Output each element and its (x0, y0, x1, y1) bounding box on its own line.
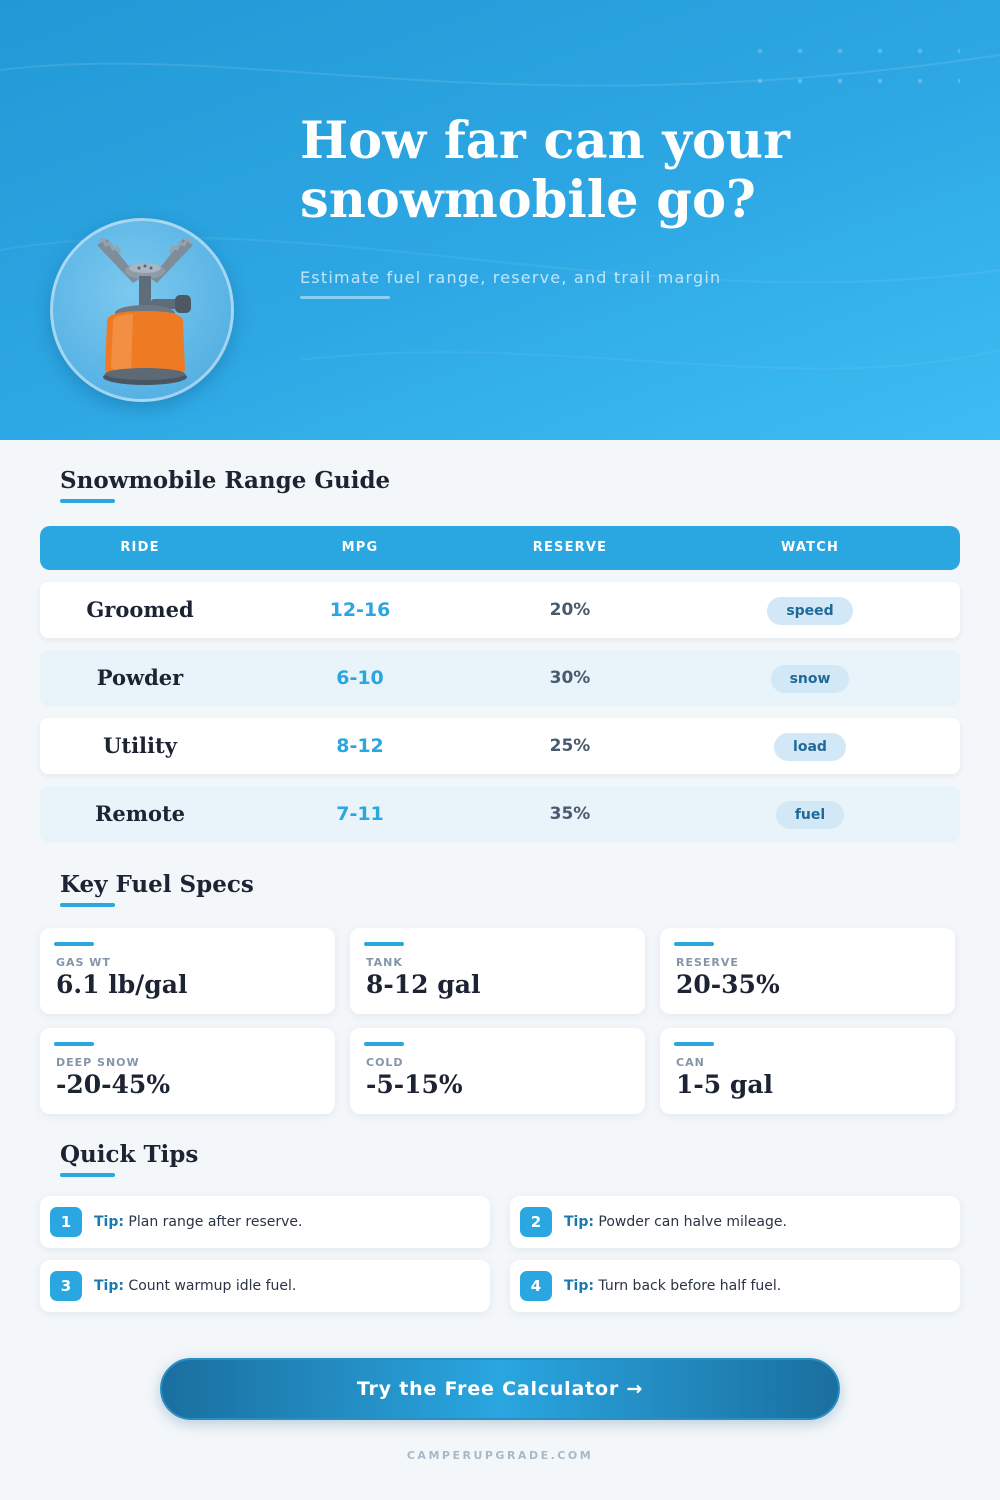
free-calculator-button[interactable]: Try the Free Calculator → (160, 1358, 840, 1420)
spec-card-can (660, 1028, 955, 1114)
spec-card-reserve (660, 928, 955, 1014)
spec-label: DEEP SNOW (56, 1056, 140, 1069)
ride-cell: Powder (96, 665, 184, 690)
reserve-cell: 20% (549, 600, 591, 620)
camping-stove-icon (50, 218, 234, 402)
hero-divider (300, 296, 390, 299)
mpg-cell: 6-10 (336, 667, 384, 689)
hero-title (300, 112, 920, 230)
tip-text: Powder can halve mileage. (598, 1214, 787, 1230)
section-title-range-guide: Snowmobile Range Guide (60, 467, 391, 494)
tip-number-badge: 3 (50, 1271, 82, 1301)
ride-cell: Remote (94, 801, 186, 826)
column-header-watch: WATCH (780, 540, 840, 555)
column-header-reserve: RESERVE (532, 540, 608, 555)
tip-number-badge: 4 (520, 1271, 552, 1301)
hero-dot-pattern (740, 36, 960, 106)
spec-label: RESERVE (676, 956, 739, 969)
tip-number-badge: 1 (50, 1207, 82, 1237)
spec-value: 6.1 lb/gal (56, 970, 188, 999)
table-row (40, 786, 960, 842)
spec-card-tank (350, 928, 645, 1014)
spec-value: 8-12 gal (366, 970, 481, 999)
tip-card (40, 1196, 490, 1248)
watch-badge: snow (771, 665, 850, 693)
tip-card (510, 1196, 960, 1248)
hero-title-line-2: snowmobile go? (300, 170, 756, 230)
hero-subtitle: Estimate fuel range, reserve, and trail margin (300, 268, 722, 287)
watch-badge: speed (767, 597, 852, 625)
spec-label: CAN (676, 1056, 705, 1069)
table-row (40, 650, 960, 706)
spec-value: 20-35% (676, 970, 780, 999)
reserve-cell: 25% (549, 736, 591, 756)
section-underline (60, 903, 115, 907)
section-title-quick-tips: Quick Tips (60, 1141, 199, 1168)
spec-card-gas-weight (40, 928, 335, 1014)
tip-card (510, 1260, 960, 1312)
mpg-cell: 8-12 (336, 735, 384, 757)
mpg-cell: 7-11 (336, 803, 384, 825)
spec-value: -5-15% (366, 1070, 463, 1099)
spec-value: 1-5 gal (676, 1070, 774, 1099)
tip-text: Turn back before half fuel. (598, 1278, 782, 1294)
tip-card (40, 1260, 490, 1312)
column-header-ride: RIDE (120, 540, 160, 555)
section-underline (60, 1173, 115, 1177)
hero-title-line-1: How far can your (300, 111, 791, 171)
mpg-cell: 12-16 (329, 599, 391, 621)
table-row (40, 582, 960, 638)
tip-text: Plan range after reserve. (128, 1214, 303, 1230)
tip-keyword: Tip: (564, 1214, 594, 1230)
ride-cell: Utility (103, 733, 177, 758)
table-header (40, 526, 960, 570)
spec-value: -20-45% (56, 1070, 171, 1099)
tip-keyword: Tip: (94, 1214, 124, 1230)
tip-keyword: Tip: (564, 1278, 594, 1294)
column-header-mpg: MPG (341, 540, 379, 555)
spec-card-deep-snow (40, 1028, 335, 1114)
hero-banner (0, 0, 1000, 440)
footer-site-name: CAMPERUPGRADE.COM (406, 1449, 594, 1462)
table-row (40, 718, 960, 774)
section-title-fuel-specs: Key Fuel Specs (60, 871, 254, 898)
watch-badge: load (774, 733, 846, 761)
reserve-cell: 30% (549, 668, 591, 688)
section-underline (60, 499, 115, 503)
spec-card-cold (350, 1028, 645, 1114)
tip-keyword: Tip: (94, 1278, 124, 1294)
tip-number-badge: 2 (520, 1207, 552, 1237)
watch-badge: fuel (776, 801, 844, 829)
ride-cell: Groomed (86, 597, 194, 622)
spec-label: TANK (366, 956, 403, 969)
tip-text: Count warmup idle fuel. (128, 1278, 297, 1294)
spec-label: COLD (366, 1056, 404, 1069)
spec-label: GAS WT (56, 956, 111, 969)
reserve-cell: 35% (549, 804, 591, 824)
